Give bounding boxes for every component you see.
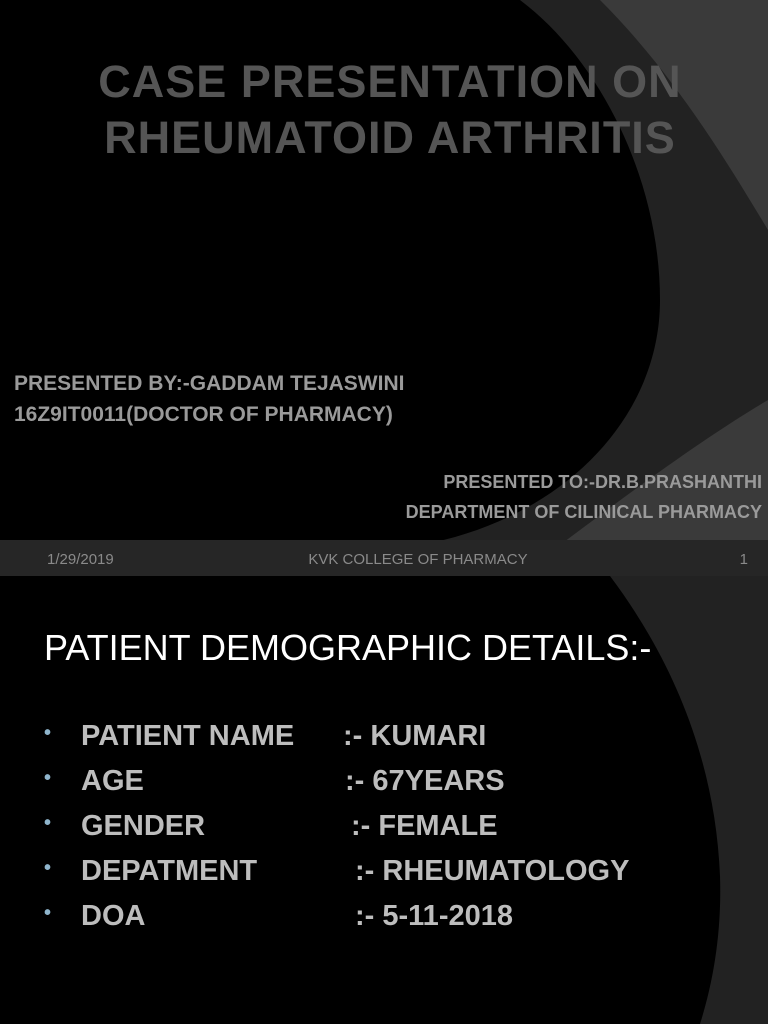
title-line-2: RHEUMATOID ARTHRITIS xyxy=(104,112,676,163)
presented-to-name: PRESENTED TO:-DR.B.PRASHANTHI xyxy=(443,472,762,492)
presentation-title xyxy=(40,54,740,166)
item-label: DOA xyxy=(81,900,146,932)
item-label: GENDER xyxy=(81,810,206,842)
demographics-slide xyxy=(0,576,768,1024)
item-value: :- 5-11-2018 xyxy=(355,900,513,932)
item-label: AGE xyxy=(81,765,144,797)
presented-by-block xyxy=(14,368,404,430)
footer-date: 1/29/2019 xyxy=(47,551,114,568)
item-label: PATIENT NAME xyxy=(81,720,295,752)
bullet-icon: • xyxy=(44,857,52,879)
item-value: :- 67YEARS xyxy=(345,765,505,797)
presented-to-block xyxy=(406,467,762,527)
presented-by-id: 16Z9IT0011(DOCTOR OF PHARMACY) xyxy=(14,403,393,426)
bullet-icon: • xyxy=(44,722,52,744)
footer-page-number: 1 xyxy=(739,551,748,568)
bullet-icon: • xyxy=(44,812,52,834)
slide-footer xyxy=(0,540,768,576)
item-value: :- FEMALE xyxy=(351,810,498,842)
item-value: :- KUMARI xyxy=(343,720,487,752)
presented-to-department: DEPARTMENT OF CILINICAL PHARMACY xyxy=(405,502,762,522)
item-label: DEPATMENT xyxy=(81,855,258,887)
demographics-heading: PATIENT DEMOGRAPHIC DETAILS:- xyxy=(44,627,652,668)
bullet-icon: • xyxy=(44,902,52,924)
footer-college: KVK COLLEGE OF PHARMACY xyxy=(308,551,528,568)
title-line-1: CASE PRESENTATION ON xyxy=(98,56,682,107)
presented-by-name: PRESENTED BY:-GADDAM TEJASWINI xyxy=(14,372,405,395)
bullet-icon: • xyxy=(44,767,52,789)
item-value: :- RHEUMATOLOGY xyxy=(355,855,630,887)
